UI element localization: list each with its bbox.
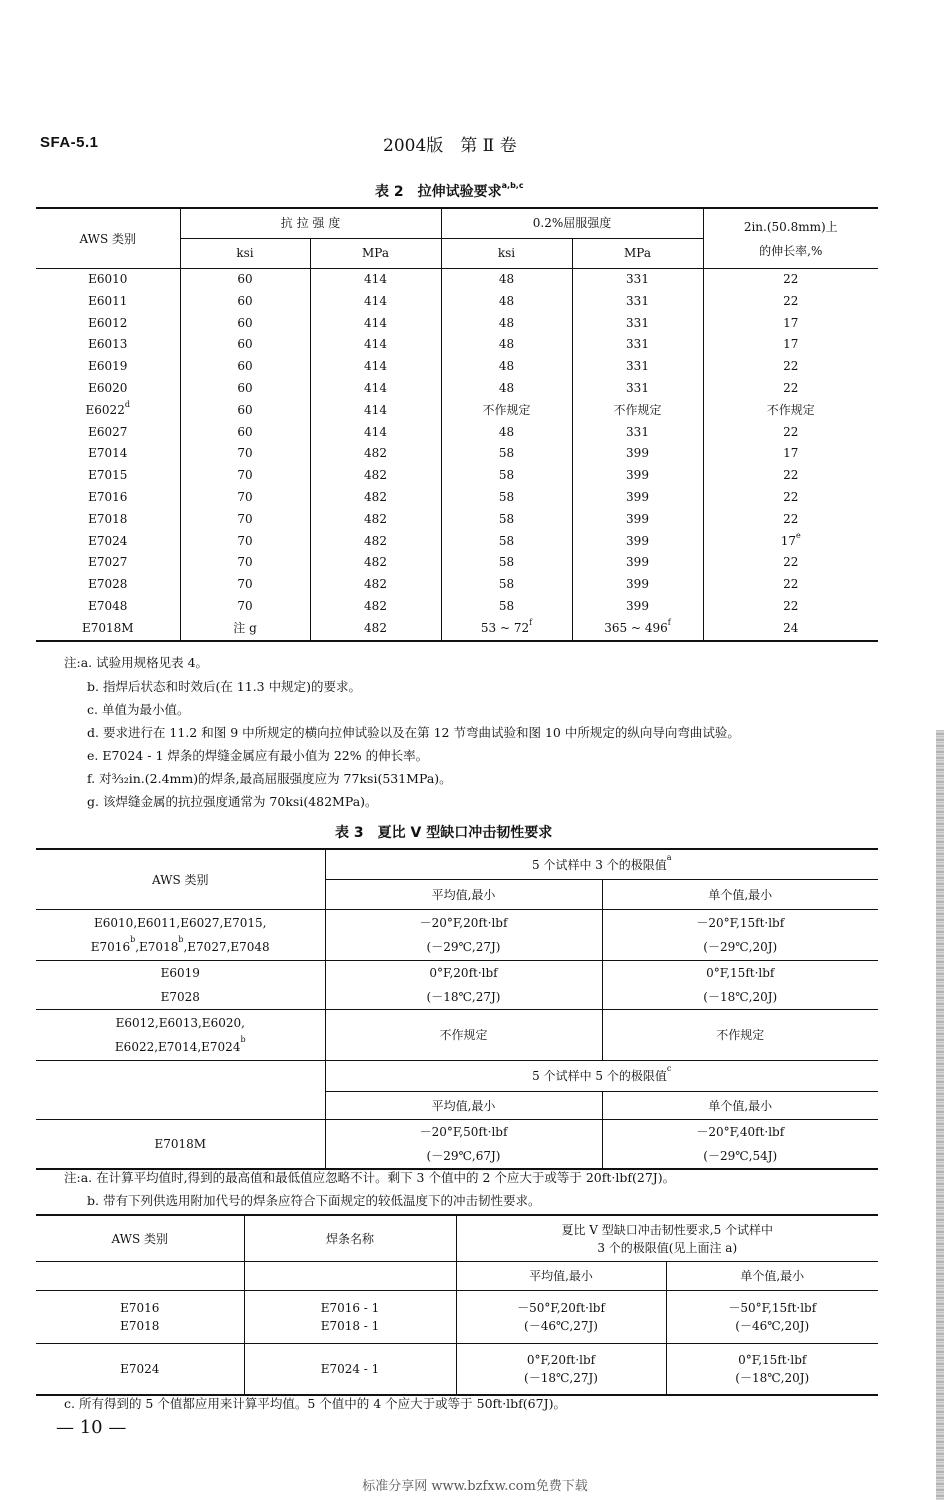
yield-mpa-cell: 399 bbox=[572, 574, 703, 596]
yield-ksi-cell: 不作规定 bbox=[441, 400, 572, 422]
tensile-ksi-cell: 70 bbox=[180, 465, 310, 487]
class-cell: E7018 bbox=[36, 509, 180, 531]
table-row bbox=[36, 574, 878, 596]
tensile-mpa-cell: 414 bbox=[310, 422, 441, 444]
tensile-ksi-cell: 60 bbox=[180, 400, 310, 422]
table-row bbox=[36, 618, 878, 641]
unit-ksi: ksi bbox=[180, 239, 310, 269]
yield-mpa-cell: 331 bbox=[572, 422, 703, 444]
tensile-mpa-cell: 414 bbox=[310, 313, 441, 335]
elongation-cell: 22 bbox=[783, 489, 799, 504]
table-row bbox=[36, 334, 878, 356]
yield-mpa-cell: 365 ~ 496$^f$ bbox=[572, 618, 703, 641]
tensile-ksi-cell: 70 bbox=[180, 487, 310, 509]
col-aws-class: AWS 类别 bbox=[36, 1215, 244, 1262]
elongation-cell: 22 bbox=[783, 598, 799, 613]
class-cell: E6010 bbox=[36, 269, 180, 291]
avg-value: 不作规定 bbox=[325, 1010, 602, 1061]
yield-ksi-cell: 58 bbox=[441, 465, 572, 487]
tensile-ksi-cell: 70 bbox=[180, 552, 310, 574]
col-average-min: 平均值,最小 bbox=[325, 1092, 602, 1120]
tensile-mpa-cell: 482 bbox=[310, 487, 441, 509]
class-cell: E7016 bbox=[36, 487, 180, 509]
table3-note-b: b. 带有下列供选用附加代号的焊条应符合下面规定的较低温度下的冲击韧性要求。 bbox=[87, 1193, 541, 1208]
table2-note: c. 单值为最小值。 bbox=[87, 702, 190, 717]
class-cell: E7024 bbox=[36, 531, 180, 553]
unit-ksi: ksi bbox=[441, 239, 572, 269]
empty-cell bbox=[36, 1061, 325, 1120]
table-row bbox=[36, 291, 878, 313]
table-row bbox=[36, 422, 878, 444]
yield-mpa-cell: 399 bbox=[572, 596, 703, 618]
table2-note: e. E7024 - 1 焊条的焊缝金属应有最小值为 22% 的伸长率。 bbox=[87, 748, 429, 763]
yield-ksi-cell: 48 bbox=[441, 334, 572, 356]
elongation-cell: 22 bbox=[783, 468, 799, 483]
tensile-ksi-cell: 70 bbox=[180, 509, 310, 531]
class-cell: E7015 bbox=[36, 465, 180, 487]
yield-ksi-cell: 58 bbox=[441, 552, 572, 574]
yield-mpa-cell: 331 bbox=[572, 313, 703, 335]
yield-mpa-cell: 331 bbox=[572, 269, 703, 291]
tensile-mpa-cell: 414 bbox=[310, 269, 441, 291]
aws-class: E7024 bbox=[36, 1344, 244, 1396]
yield-mpa-cell: 399 bbox=[572, 552, 703, 574]
class-e7018m: E7018M bbox=[36, 1120, 325, 1170]
class-cell: E7028 bbox=[36, 574, 180, 596]
table3-note-a: 注:a. 在计算平均值时,得到的最高值和最低值应忽略不计。剩下 3 个值中的 2 个应大于或等于 20ft·lbf(27J)。 bbox=[64, 1170, 676, 1185]
col-yield-strength: 0.2%屈服强度 bbox=[441, 208, 703, 239]
elongation-cell: 22 bbox=[783, 511, 799, 526]
tensile-mpa-cell: 482 bbox=[310, 552, 441, 574]
class-cell: E6013 bbox=[36, 334, 180, 356]
tensile-mpa-cell: 482 bbox=[310, 531, 441, 553]
yield-ksi-cell: 58 bbox=[441, 531, 572, 553]
elongation-cell: 22 bbox=[783, 577, 799, 592]
table-row bbox=[36, 400, 878, 422]
yield-ksi-cell: 48 bbox=[441, 291, 572, 313]
avg-value: －50°F,20ft·lbf (－46℃,27J) bbox=[456, 1291, 666, 1344]
col-average-min: 平均值,最小 bbox=[456, 1262, 666, 1291]
yield-mpa-cell: 399 bbox=[572, 531, 703, 553]
table2-note: f. 对³⁄₃₂in.(2.4mm)的焊条,最高屈服强度应为 77ksi(531MPa)。 bbox=[87, 771, 452, 786]
tensile-ksi-cell: 70 bbox=[180, 574, 310, 596]
single-value: －20°F,15ft·lbf (－29℃,20J) bbox=[602, 910, 878, 961]
elongation-cell: 22 bbox=[783, 359, 799, 374]
tensile-ksi-cell: 60 bbox=[180, 269, 310, 291]
tensile-mpa-cell: 414 bbox=[310, 334, 441, 356]
class-cell: E6022$^d$ bbox=[36, 400, 180, 422]
class-cell: E7027 bbox=[36, 552, 180, 574]
class-cell: E7018M bbox=[36, 618, 180, 641]
elongation-cell: 17e bbox=[780, 530, 801, 548]
col-aws-class: AWS 类别 bbox=[36, 208, 180, 269]
table2-note: 注:a. 试验用规格见表 4。 bbox=[64, 655, 209, 670]
table-row bbox=[36, 443, 878, 465]
col-electrode-name: 焊条名称 bbox=[244, 1215, 456, 1262]
yield-ksi-cell: 48 bbox=[441, 378, 572, 400]
yield-ksi-cell: 58 bbox=[441, 574, 572, 596]
class-group-1: E6010,E6011,E6027,E7015, E7016$^b$,E7018$^b$,E7027,E7048 bbox=[36, 910, 325, 961]
tensile-mpa-cell: 414 bbox=[310, 400, 441, 422]
table-row bbox=[36, 596, 878, 618]
single-value: 不作规定 bbox=[602, 1010, 878, 1061]
impact-table bbox=[36, 848, 878, 1170]
elongation-cell: 22 bbox=[783, 272, 799, 286]
class-cell: E6020 bbox=[36, 378, 180, 400]
yield-mpa-cell: 331 bbox=[572, 356, 703, 378]
yield-ksi-cell: 58 bbox=[441, 509, 572, 531]
yield-ksi-cell: 48 bbox=[441, 422, 572, 444]
empty-cell bbox=[36, 1262, 244, 1291]
edition-title: 2004版 第 Ⅱ 卷 bbox=[383, 136, 517, 156]
tensile-mpa-cell: 414 bbox=[310, 291, 441, 313]
table-row bbox=[36, 465, 878, 487]
col-single-min: 单个值,最小 bbox=[602, 880, 878, 910]
tensile-table bbox=[36, 207, 878, 642]
table-row bbox=[36, 552, 878, 574]
elongation-cell: 17 bbox=[783, 337, 799, 352]
class-cell: E7014 bbox=[36, 443, 180, 465]
yield-ksi-cell: 53 ~ 72$^f$ bbox=[441, 618, 572, 641]
group-3-of-5-heading: 5 个试样中 3 个的极限值$^a$ bbox=[325, 849, 878, 880]
single-value: 0°F,15ft·lbf (－18℃,20J) bbox=[602, 961, 878, 1010]
table-row bbox=[36, 313, 878, 335]
col-aws-class: AWS 类别 bbox=[36, 849, 325, 910]
yield-ksi-cell: 58 bbox=[441, 443, 572, 465]
col-average-min: 平均值,最小 bbox=[325, 880, 602, 910]
elongation-cell: 22 bbox=[783, 555, 799, 570]
col-elongation: 2in.(50.8mm)上 的伸长率,% bbox=[703, 208, 878, 269]
tensile-ksi-cell: 60 bbox=[180, 378, 310, 400]
yield-mpa-cell: 不作规定 bbox=[572, 400, 703, 422]
tensile-mpa-cell: 482 bbox=[310, 596, 441, 618]
class-group-3: E6012,E6013,E6020, E6022,E7014,E7024$^b$ bbox=[36, 1010, 325, 1061]
table2-note: d. 要求进行在 11.2 和图 9 中所规定的横向拉伸试验以及在第 12 节弯曲试验和图 10 中所规定的纵向导向弯曲试验。 bbox=[87, 725, 740, 740]
footer-watermark: 标准分享网 www.bzfxw.com免费下载 bbox=[362, 1479, 588, 1494]
avg-value: －20°F,50ft·lbf (－29℃,67J) bbox=[325, 1120, 602, 1170]
yield-ksi-cell: 58 bbox=[441, 596, 572, 618]
table-row bbox=[36, 378, 878, 400]
yield-ksi-cell: 48 bbox=[441, 313, 572, 335]
elongation-cell: 17 bbox=[783, 446, 799, 461]
tensile-ksi-cell: 60 bbox=[180, 422, 310, 444]
yield-mpa-cell: 399 bbox=[572, 443, 703, 465]
elongation-cell: 22 bbox=[783, 380, 799, 395]
tensile-mpa-cell: 414 bbox=[310, 356, 441, 378]
tensile-mpa-cell: 482 bbox=[310, 618, 441, 641]
avg-value: －20°F,20ft·lbf (－29℃,27J) bbox=[325, 910, 602, 961]
single-value: －20°F,40ft·lbf (－29℃,54J) bbox=[696, 1125, 785, 1163]
group-5-of-5-heading: 5 个试样中 5 个的极限值$^c$ bbox=[325, 1061, 878, 1092]
col-tensile-strength: 抗 拉 强 度 bbox=[180, 208, 441, 239]
elongation-cell: 17 bbox=[783, 315, 799, 330]
tensile-mpa-cell: 482 bbox=[310, 509, 441, 531]
class-cell: E6011 bbox=[36, 291, 180, 313]
table2-title: 表 2 拉伸试验要求$^{a,b,c}$ bbox=[375, 181, 524, 200]
yield-mpa-cell: 331 bbox=[572, 291, 703, 313]
tensile-ksi-cell: 60 bbox=[180, 334, 310, 356]
tensile-mpa-cell: 482 bbox=[310, 465, 441, 487]
electrode-name: E7024 - 1 bbox=[244, 1344, 456, 1396]
elongation-cell: 22 bbox=[783, 424, 799, 439]
electrode-name: E7016 - 1 E7018 - 1 bbox=[244, 1291, 456, 1344]
table-row bbox=[36, 356, 878, 378]
tensile-ksi-cell: 70 bbox=[180, 596, 310, 618]
table-row bbox=[36, 487, 878, 509]
low-temp-impact-table bbox=[36, 1214, 878, 1396]
scan-edge bbox=[936, 730, 944, 1500]
class-group-2: E6019 E7028 bbox=[36, 961, 325, 1010]
standard-code: SFA-5.1 bbox=[40, 134, 99, 151]
yield-ksi-cell: 48 bbox=[441, 356, 572, 378]
tensile-mpa-cell: 414 bbox=[310, 378, 441, 400]
tensile-ksi-cell: 注 g bbox=[180, 618, 310, 641]
yield-mpa-cell: 399 bbox=[572, 509, 703, 531]
table-row bbox=[36, 509, 878, 531]
col-impact-requirement: 夏比 V 型缺口冲击韧性要求,5 个试样中 3 个的极限值(见上面注 a) bbox=[456, 1215, 878, 1262]
class-cell: E6019 bbox=[36, 356, 180, 378]
class-cell: E6012 bbox=[36, 313, 180, 335]
col-single-min: 单个值,最小 bbox=[666, 1262, 878, 1291]
elongation-cell: 22 bbox=[783, 293, 799, 308]
elongation-cell: 24 bbox=[783, 620, 799, 635]
unit-mpa: MPa bbox=[572, 239, 703, 269]
empty-cell bbox=[244, 1262, 456, 1291]
unit-mpa: MPa bbox=[310, 239, 441, 269]
yield-mpa-cell: 399 bbox=[572, 465, 703, 487]
tensile-ksi-cell: 70 bbox=[180, 443, 310, 465]
yield-ksi-cell: 58 bbox=[441, 487, 572, 509]
avg-value: 0°F,20ft·lbf (－18℃,27J) bbox=[456, 1344, 666, 1396]
tensile-ksi-cell: 70 bbox=[180, 531, 310, 553]
table3-note-c: c. 所有得到的 5 个值都应用来计算平均值。5 个值中的 4 个应大于或等于 50ft·lbf(67J)。 bbox=[64, 1396, 566, 1411]
yield-mpa-cell: 399 bbox=[572, 487, 703, 509]
tensile-mpa-cell: 482 bbox=[310, 574, 441, 596]
yield-ksi-cell: 48 bbox=[441, 269, 572, 291]
class-cell: E6027 bbox=[36, 422, 180, 444]
yield-mpa-cell: 331 bbox=[572, 334, 703, 356]
single-value: －50°F,15ft·lbf (－46℃,20J) bbox=[666, 1291, 878, 1344]
avg-value: 0°F,20ft·lbf (－18℃,27J) bbox=[325, 961, 602, 1010]
class-cell: E7048 bbox=[36, 596, 180, 618]
table2-note: b. 指焊后状态和时效后(在 11.3 中规定)的要求。 bbox=[87, 679, 361, 694]
single-value: 0°F,15ft·lbf (－18℃,20J) bbox=[735, 1353, 810, 1385]
page-number: — 10 — bbox=[56, 1417, 127, 1438]
table3-title: 表 3 夏比 V 型缺口冲击韧性要求 bbox=[335, 825, 553, 841]
aws-class: E7016 E7018 bbox=[36, 1291, 244, 1344]
tensile-ksi-cell: 60 bbox=[180, 356, 310, 378]
table-row bbox=[36, 269, 878, 291]
table2-note: g. 该焊缝金属的抗拉强度通常为 70ksi(482MPa)。 bbox=[87, 794, 378, 809]
table-row bbox=[36, 531, 878, 553]
tensile-ksi-cell: 60 bbox=[180, 291, 310, 313]
yield-mpa-cell: 331 bbox=[572, 378, 703, 400]
tensile-mpa-cell: 482 bbox=[310, 443, 441, 465]
tensile-ksi-cell: 60 bbox=[180, 313, 310, 335]
elongation-cell: 不作规定 bbox=[766, 402, 815, 417]
col-single-min: 单个值,最小 bbox=[602, 1092, 878, 1120]
